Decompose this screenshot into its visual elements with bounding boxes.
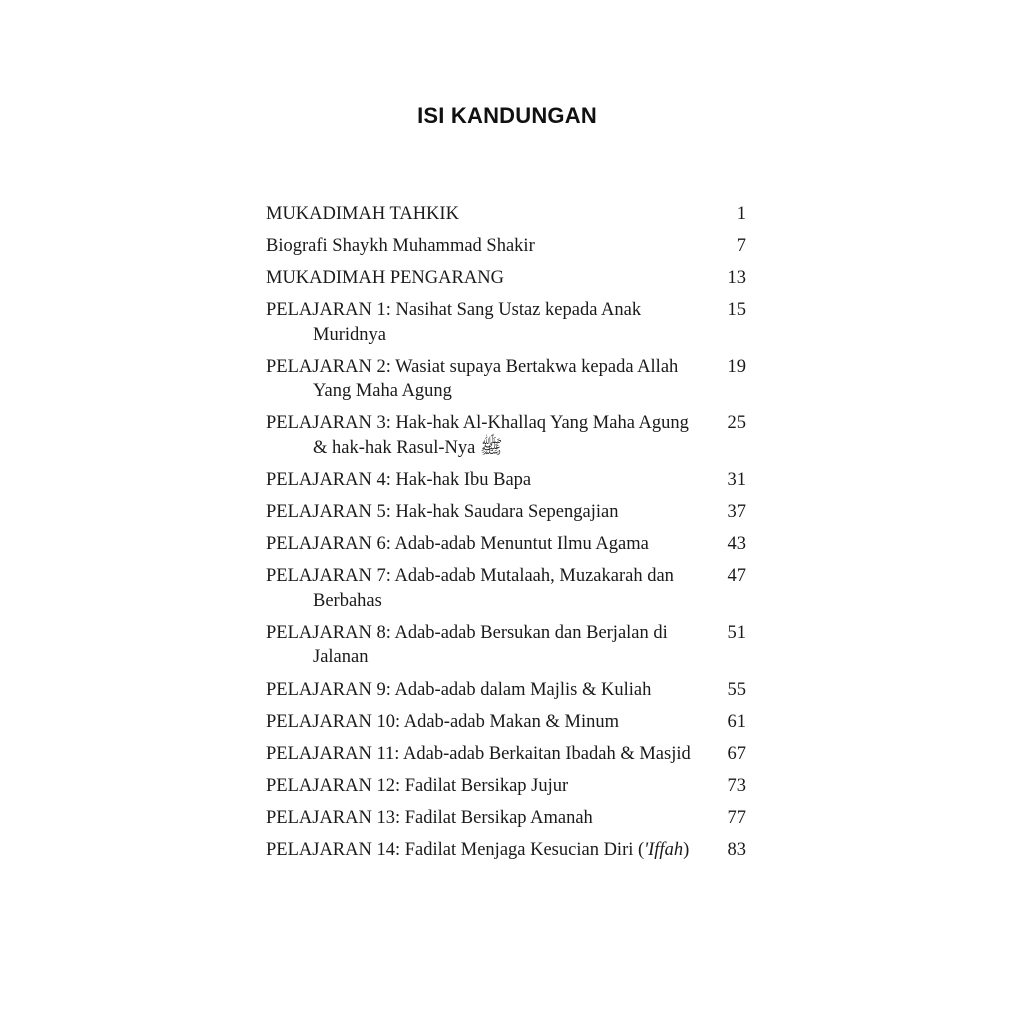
toc-entry-title: PELAJARAN 4: Hak-hak Ibu Bapa (266, 470, 532, 491)
toc-entry-page: 19 (727, 356, 746, 377)
toc-entry (266, 678, 746, 703)
toc-entry (266, 468, 746, 493)
toc-entry (266, 710, 746, 735)
toc-entry-page: 7 (736, 236, 746, 257)
toc-entry-page: 1 (736, 204, 746, 224)
toc-entry-title: MUKADIMAH PENGARANG (266, 268, 504, 289)
toc-entry-page: 31 (727, 470, 746, 491)
toc-entry-title-italic: 'Iffah (644, 840, 684, 860)
toc-entry-title: PELAJARAN 10: Adab-adab Makan & Minum (266, 711, 620, 732)
toc-entry (266, 564, 746, 613)
toc-entry-title: PELAJARAN 11: Adab-adab Berkaitan Ibadah & Masjid (266, 743, 691, 764)
toc-entry-title: PELAJARAN 9: Adab-adab dalam Majlis & Kuliah (266, 679, 652, 700)
toc-entry-title: PELAJARAN 1: Nasihat Sang Ustaz kepada Anak Muridnya (266, 300, 642, 345)
toc-entry-page: 43 (727, 534, 746, 555)
toc-entry-page: 73 (727, 775, 746, 796)
toc-entry-title: PELAJARAN 13: Fadilat Bersikap Amanah (266, 807, 593, 828)
toc-entry-title-main: PELAJARAN 14: Fadilat Menjaga Kesucian Diri (266, 840, 634, 860)
toc-entry-title: Biografi Shaykh Muhammad Shakir (266, 236, 535, 257)
toc-entry-page: 13 (727, 268, 746, 289)
toc-entry-title: PELAJARAN 7: Adab-adab Mutalaah, Muzakarah dan Berbahas (266, 566, 674, 611)
toc-entry-page: 47 (727, 566, 746, 587)
toc-entry-title: PELAJARAN 14: Fadilat Menjaga Kesucian Diri ('Iffah) (266, 840, 690, 860)
page-title: ISI KANDUNGAN (417, 103, 597, 128)
toc-entry-page: 61 (727, 711, 746, 732)
toc-entry-title: PELAJARAN 12: Fadilat Bersikap Jujur (266, 775, 569, 796)
toc-entry-page: 15 (727, 300, 746, 321)
toc-entry-title: PELAJARAN 6: Adab-adab Menuntut Ilmu Agama (266, 534, 649, 555)
toc-entry (266, 806, 746, 831)
toc-entry (266, 532, 746, 557)
toc-entry-title: PELAJARAN 2: Wasiat supaya Bertakwa kepada Allah Yang Maha Agung (266, 356, 679, 402)
toc-entry-title: PELAJARAN 8: Adab-adab Bersukan dan Berjalan di Jalanan (266, 622, 668, 668)
toc-entry (266, 621, 746, 670)
toc-entry-page: 77 (727, 807, 746, 828)
toc-entry (266, 298, 746, 347)
toc-entry (266, 774, 746, 799)
toc-entry-page: 55 (727, 679, 746, 700)
toc-entry-title: PELAJARAN 3: Hak-hak Al-Khallaq Yang Maha Agung & hak-hak Rasul-Nya ﷺ (266, 413, 689, 458)
toc-entry (266, 500, 746, 525)
toc-entry-page: 83 (727, 840, 746, 860)
toc-entry (266, 234, 746, 259)
toc-entry-title: MUKADIMAH TAHKIK (266, 204, 459, 224)
toc-entry-page: 25 (727, 413, 746, 434)
toc-entry-title: PELAJARAN 5: Hak-hak Saudara Sepengajian (266, 502, 619, 523)
toc-entry (266, 742, 746, 767)
toc-entry (266, 411, 746, 460)
toc-entry-page: 51 (727, 622, 746, 643)
toc-entry-page: 37 (727, 502, 746, 523)
toc-entry-page: 67 (727, 743, 746, 764)
toc-entry (266, 355, 746, 404)
table-of-contents (266, 202, 746, 870)
toc-entry (266, 838, 746, 863)
toc-entry (266, 266, 746, 291)
toc-entry (266, 202, 746, 227)
